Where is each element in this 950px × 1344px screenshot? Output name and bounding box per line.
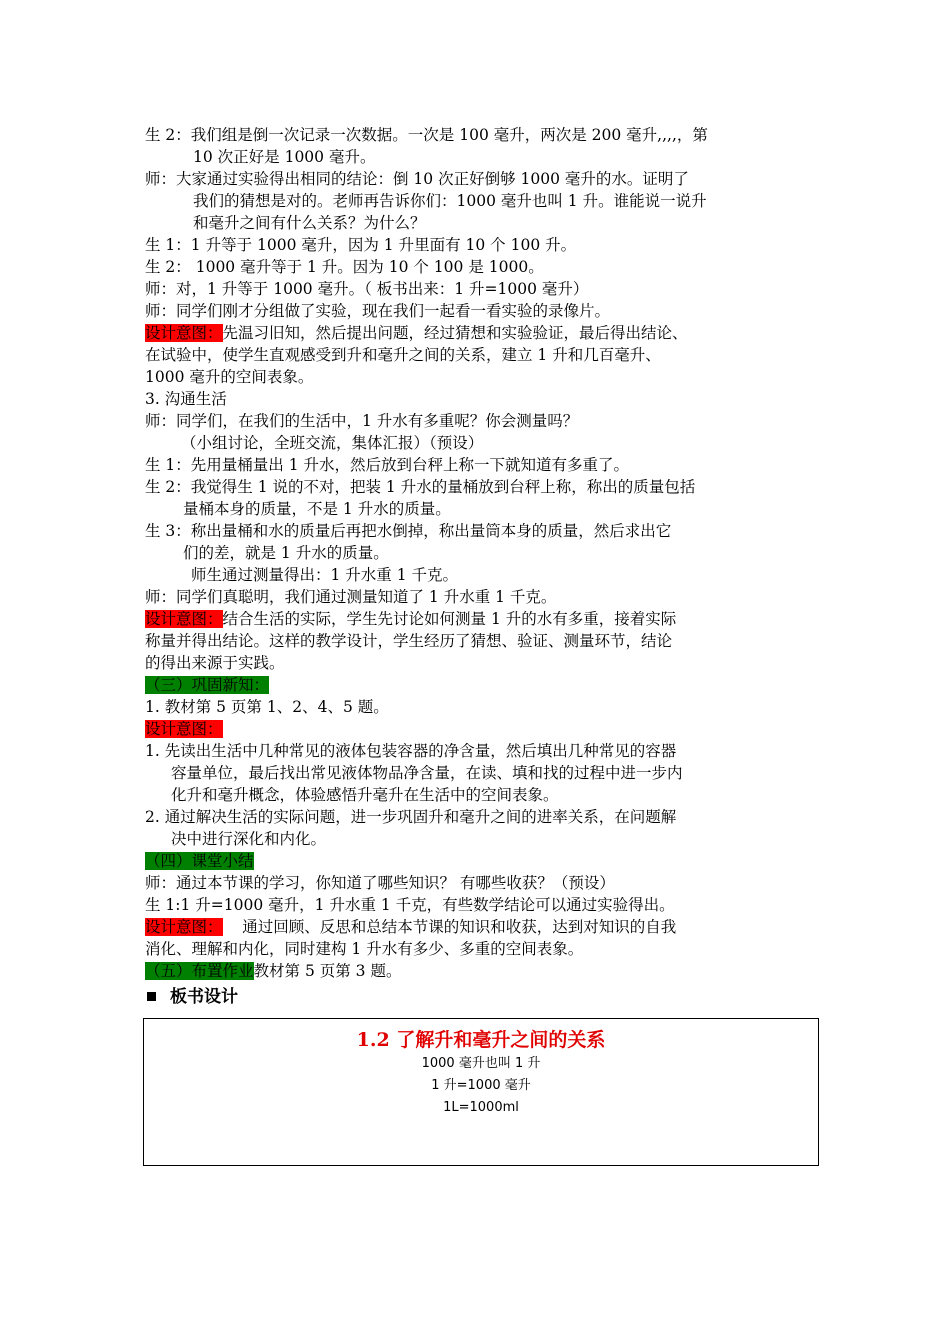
text-line: 生 1:1 升=1000 毫升，1 升水重 1 千克，有些数学结论可以通过实验得出。 — [145, 896, 675, 914]
text-line: 生 3：称出量桶和水的质量后再把水倒掉，称出量筒本身的质量，然后求出它 — [145, 522, 672, 540]
text-line: 在试验中，使学生直观感受到升和毫升之间的关系，建立 1 升和几百毫升、 — [145, 346, 661, 364]
section-label-homework: （五）布置作业 — [145, 962, 254, 980]
text-line: 称量并得出结论。这样的教学设计，学生经历了猜想、验证、测量环节，结论 — [145, 632, 673, 650]
text-line: 生 2： 1000 毫升等于 1 升。因为 10 个 100 是 1000。 — [145, 258, 544, 276]
blackboard-design-box — [143, 1018, 819, 1166]
text-span: 教材第 5 页第 3 题。 — [253, 962, 402, 980]
text-span: 结合生活的实际，学生先讨论如何测量 1 升的水有多重，接着实际 — [222, 610, 677, 628]
text-line: 生 1：先用量桶量出 1 升水，然后放到台秤上称一下就知道有多重了。 — [145, 456, 630, 474]
board-title: 1.2 了解升和毫升之间的关系 — [356, 1029, 606, 1051]
text-line: 师生通过测量得出：1 升水重 1 千克。 — [191, 566, 459, 584]
text-span: 先温习旧知，然后提出问题，经过猜想和实验验证，最后得出结论、 — [222, 324, 688, 342]
text-line: 我们的猜想是对的。老师再告诉你们：1000 毫升也叫 1 升。谁能说一说升 — [193, 192, 707, 210]
design-intent-paragraph — [145, 608, 830, 630]
text-line: 2. 通过解决生活的实际问题，进一步巩固升和毫升之间的进率关系，在问题解 — [145, 808, 677, 826]
text-line: 师：对，1 升等于 1000 毫升。（ 板书出来：1 升=1000 毫升） — [145, 280, 589, 298]
board-line: 1L=1000ml — [443, 1100, 519, 1115]
text-line: 量桶本身的质量，不是 1 升水的质量。 — [183, 500, 451, 518]
text-line: 1000 毫升的空间表象。 — [145, 368, 314, 386]
design-intent-label: 设计意图： — [145, 610, 223, 628]
text-line: 决中进行深化和内化。 — [171, 830, 327, 848]
design-intent-label: 设计意图： — [145, 918, 223, 936]
heading-text: 板书设计 — [170, 987, 238, 1007]
text-line: 生 1：1 升等于 1000 毫升，因为 1 升里面有 10 个 100 升。 — [145, 236, 577, 254]
square-bullet-icon — [147, 992, 156, 1001]
text-line: 1. 先读出生活中几种常见的液体包装容器的净含量，然后填出几种常见的容器 — [145, 742, 677, 760]
text-line: 10 次正好是 1000 毫升。 — [193, 148, 376, 166]
text-line: 师：大家通过实验得出相同的结论：倒 10 次正好倒够 1000 毫升的水。证明了 — [145, 170, 689, 188]
design-intent-label: 设计意图： — [145, 324, 223, 342]
section-label-consolidate: （三）巩固新知： — [145, 676, 270, 694]
homework-paragraph — [145, 960, 830, 982]
board-line: 1 升=1000 毫升 — [431, 1078, 531, 1093]
design-intent-label: 设计意图： — [145, 720, 223, 738]
section-title: 3. 沟通生活 — [145, 390, 227, 408]
text-line: 师：同学们真聪明，我们通过测量知道了 1 升水重 1 千克。 — [145, 588, 557, 606]
text-line: 1. 教材第 5 页第 1、2、4、5 题。 — [145, 698, 389, 716]
text-span: 通过回顾、反思和总结本节课的知识和收获，达到对知识的自我 — [222, 918, 677, 936]
board-line: 1000 毫升也叫 1 升 — [421, 1056, 541, 1071]
text-line: 师：同学们，在我们的生活中，1 升水有多重呢？你会测量吗？ — [145, 412, 579, 430]
text-line: 生 2：我觉得生 1 说的不对，把装 1 升水的量桶放到台秤上称，称出的质量包括 — [145, 478, 696, 496]
design-intent-paragraph — [145, 916, 830, 938]
text-line: 生 2：我们组是倒一次记录一次数据。一次是 100 毫升，两次是 200 毫升,,,,，第 — [145, 126, 708, 144]
section-label-summary: （四）课堂小结 — [145, 852, 254, 870]
text-line: 们的差，就是 1 升水的质量。 — [183, 544, 389, 562]
text-line: 化升和毫升概念，体验感悟升毫升在生活中的空间表象。 — [171, 786, 559, 804]
text-line: 的得出来源于实践。 — [145, 654, 285, 672]
text-line: （小组讨论，全班交流，集体汇报）（预设） — [181, 434, 484, 452]
text-line: 容量单位，最后找出常见液体物品净含量，在读、填和找的过程中进一步内 — [171, 764, 683, 782]
board-design-heading — [145, 984, 830, 1010]
design-intent-paragraph — [145, 322, 830, 344]
text-line: 消化、理解和内化，同时建构 1 升水有多少、多重的空间表象。 — [145, 940, 584, 958]
text-line: 师：同学们刚才分组做了实验，现在我们一起看一看实验的录像片。 — [145, 302, 611, 320]
text-line: 师：通过本节课的学习，你知道了哪些知识？ 有哪些收获？（预设） — [145, 874, 615, 892]
text-line: 和毫升之间有什么关系？为什么？ — [193, 214, 426, 232]
